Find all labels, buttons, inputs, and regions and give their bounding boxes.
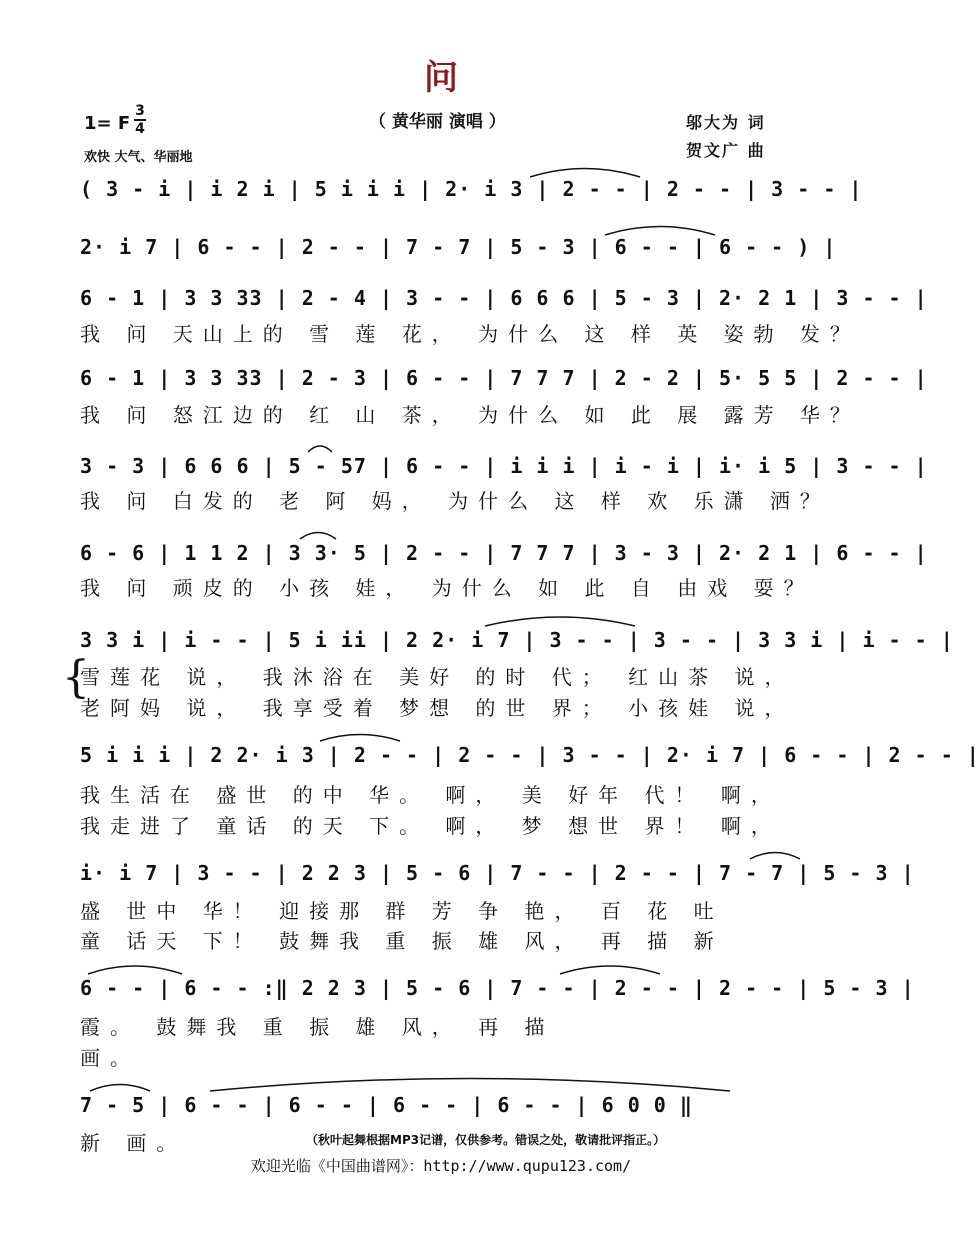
slur-arc xyxy=(88,966,182,974)
lyric-line: 我走进了 童话 的天 下。 啊， 梦 想世 界！ 啊， xyxy=(80,814,781,838)
staff-row: 7 - 5 | 6 - - | 6 - - | 6 - - | 6 - - | 6 0 0 ‖ xyxy=(80,1093,693,1117)
slur-arc xyxy=(485,617,635,626)
lyric-line: 老阿妈 说， 我享受着 梦想 的世 界； 小孩娃 说， xyxy=(80,696,795,720)
slur-arc xyxy=(210,1079,730,1092)
lyric-line: 童 话天 下！ 鼓舞我 重 振 雄 风， 再 描 新 xyxy=(80,929,724,953)
lyric-line: 霞。 鼓舞我 重 振 雄 风， 再 描 xyxy=(80,1015,555,1039)
slur-arc xyxy=(750,853,800,860)
page-title: 问 xyxy=(424,58,458,98)
lyric-line: 雪莲花 说， 我沐浴在 美好 的时 代； 红山茶 说， xyxy=(80,665,795,689)
staff-row: 6 - - | 6 - - :‖ 2 2 3 | 5 - 6 | 7 - - | 2 - - | 2 - - | 5 - 3 | xyxy=(80,976,915,1000)
verse-brace: { xyxy=(62,652,90,703)
transcription-note: （秋叶起舞根据MP3记谱，仅供参考。错误之处，敬请批评指正。） xyxy=(306,1133,666,1147)
tempo-marking: 欢快 大气、华丽地 xyxy=(84,150,193,165)
meter-bottom: 4 xyxy=(135,121,145,137)
key-signature: 1= F xyxy=(84,113,131,134)
lyric-line: 新 画。 xyxy=(80,1131,187,1155)
staff-row: 3 3 i | i - - | 5 i ii | 2 2· i 7 | 3 - - | 3 - - | 3 3 i | i - - | xyxy=(80,628,954,652)
slur-arc xyxy=(320,735,400,742)
slur-arc xyxy=(308,446,332,452)
slur-arc xyxy=(90,1085,150,1092)
slur-arc xyxy=(560,966,660,974)
site-footer: 欢迎光临《中国曲谱网》：http://www.qupu123.com/ xyxy=(250,1157,632,1175)
staff-row: ( 3 - i | i 2 i | 5 i i i | 2· i 3 | 2 - - | 2 - - | 3 - - | xyxy=(80,177,863,201)
lyricist-credit: 邬大为 词 xyxy=(686,113,766,132)
staff-row: 3 - 3 | 6 6 6 | 5 - 57 | 6 - - | i i i | i - i | i· i 5 | 3 - - | xyxy=(80,454,928,478)
lyric-line: 我 问 怒江边的 红 山 茶， 为什么 如 此 展 露芳 华？ xyxy=(80,403,860,427)
staff-row: 2· i 7 | 6 - - | 2 - - | 7 - 7 | 5 - 3 | 6 - - | 6 - - ) | xyxy=(80,235,837,259)
staff-row: 5 i i i | 2 2· i 3 | 2 - - | 2 - - | 3 - - | 2· i 7 | 6 - - | 2 - - | xyxy=(80,743,980,767)
meter-top: 3 xyxy=(135,103,145,119)
staff-row: 6 - 1 | 3 3 33 | 2 - 4 | 3 - - | 6 6 6 | 5 - 3 | 2· 2 1 | 3 - - | xyxy=(80,286,928,310)
slur-arc xyxy=(605,227,715,236)
slur-arc xyxy=(530,169,640,178)
staff-row: i· i 7 | 3 - - | 2 2 3 | 5 - 6 | 7 - - | 2 - - | 7 - 7 | 5 - 3 | xyxy=(80,861,915,885)
singer-credit: （ 黄华丽 演唱 ） xyxy=(369,112,506,132)
lyric-line: 我 问 白发的 老 阿 妈， 为什么 这 样 欢 乐潇 洒？ xyxy=(80,489,830,513)
lyric-line: 画。 xyxy=(80,1046,140,1070)
slur-arc xyxy=(300,533,336,540)
staff-row: 6 - 6 | 1 1 2 | 3 3· 5 | 2 - - | 7 7 7 | 3 - 3 | 2· 2 1 | 6 - - | xyxy=(80,541,928,565)
lyric-line: 我 问 天山上的 雪 莲 花， 为什么 这 样 英 姿勃 发？ xyxy=(80,322,860,346)
lyric-line: 我 问 顽皮的 小孩 娃， 为什么 如 此 自 由戏 耍？ xyxy=(80,576,814,600)
lyric-line: 我生活在 盛世 的中 华。 啊， 美 好年 代！ 啊， xyxy=(80,783,781,807)
lyric-line: 盛 世中 华！ 迎接那 群 芳 争 艳， 百 花 吐 xyxy=(80,899,724,923)
staff-row: 6 - 1 | 3 3 33 | 2 - 3 | 6 - - | 7 7 7 | 2 - 2 | 5· 5 5 | 2 - - | xyxy=(80,366,928,390)
composer-credit: 贺文广 曲 xyxy=(686,141,766,160)
